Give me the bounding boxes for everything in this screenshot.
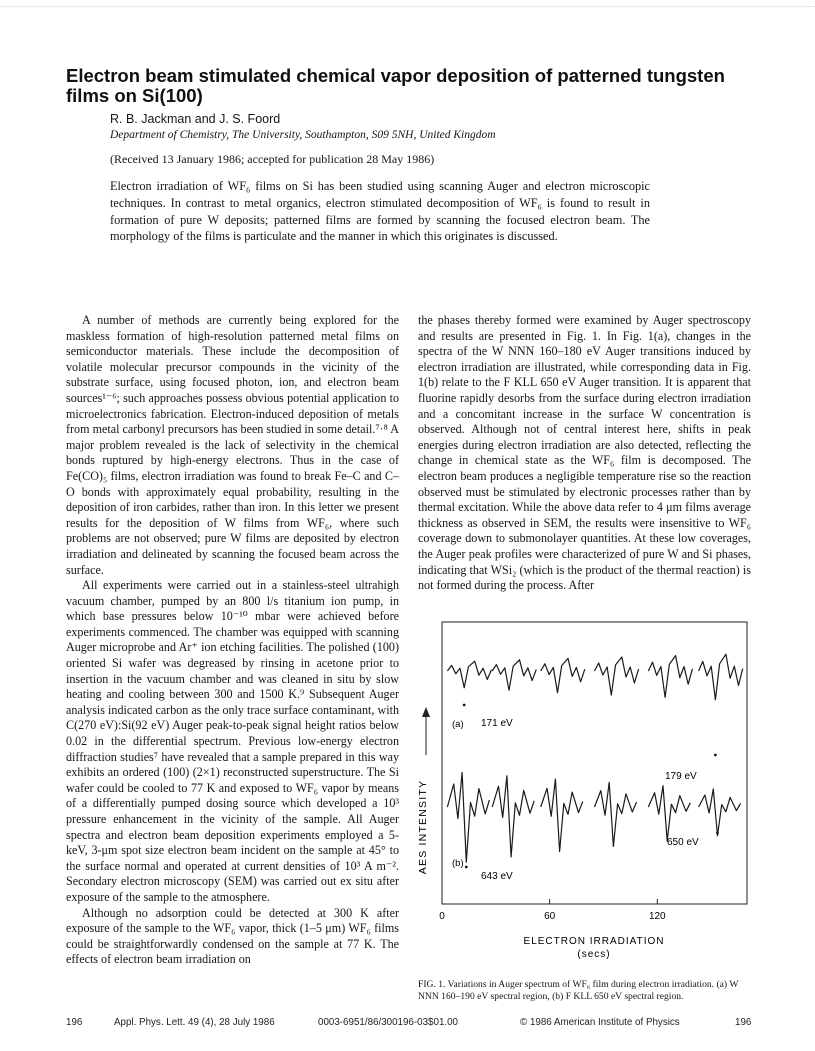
peak-marker	[714, 754, 717, 757]
auger-spectrum-trace	[447, 661, 491, 688]
peak-marker	[465, 866, 468, 869]
x-axis-ticks	[442, 899, 657, 904]
auger-spectrum-trace	[648, 786, 690, 841]
received-dates: (Received 13 January 1986; accepted for publication 28 May 1986)	[110, 152, 435, 166]
peak-marker	[463, 704, 466, 707]
footer-page-number: 196	[66, 1017, 83, 1028]
body-paragraph: the phases thereby formed were examined by Auger spectroscopy and results are presented in Fig. 1. In Fig. 1(a), changes in the spectra of the W NNN 160–180 eV Auger transitions induced by electron irradiation are illustrated, while corresponding data in Fig. 1(b) relate to the F KLL 650 eV Auger transition. It is apparent that fluorine rapidly desorbs from the surface during electron irradiation and a concomitant increase in the surface W concentration is observed. Although not of central interest here, shifts in peak energies during electron irradiation are also detected, reflecting the change in chemical state as the WF₆ film is decomposed. The electron beam produces a negligible temperature rise so the reaction observed must be stimulated by electronic processes rather than by thermal excitation. While the above data refer to 4 μm films average thickness as observed in SEM, the results were insensitive to WF₆ coverage down to submonolayer quantities. At these low coverages, the Auger peak profiles were characterized of pure W and Si phases, indicating that WSi₂ (which is the product of the thermal reaction) is not formed during the process. After	[418, 313, 751, 593]
auger-spectra-chart	[412, 617, 757, 977]
y-axis-label: AES INTENSITY	[417, 779, 429, 875]
auger-spectrum-trace	[541, 658, 585, 692]
body-paragraph: Although no adsorption could be detected at 300 K after exposure of the sample to the WF₆ vapor, thick (1–5 μm) WF₆ films could be straightforwardly condensed on the sample at 77 K. The effects of electron beam irradiation on	[66, 905, 399, 967]
auger-spectrum-trace	[699, 789, 741, 836]
panel-a-label: (a)	[452, 719, 464, 730]
figure-caption: FIG. 1. Variations in Auger spectrum of WF₆ film during electron irradiation. (a) W NNN 160–190 eV spectral region, (b) F KLL 650 eV spectral region.	[418, 979, 739, 1002]
auger-spectrum-trace	[699, 654, 743, 700]
auger-spectrum-trace	[595, 657, 639, 695]
body-right-column	[418, 313, 751, 594]
body-left-column	[66, 313, 399, 968]
annotation-650ev: 650 eV	[667, 837, 699, 848]
article-affiliation: Department of Chemistry, The University, Southampton, S09 5NH, United Kingdom	[110, 129, 496, 141]
article-authors: R. B. Jackman and J. S. Foord	[110, 112, 281, 126]
x-axis-unit: (secs)	[577, 949, 611, 960]
figure-1	[412, 617, 757, 1029]
auger-spectrum-trace	[492, 660, 536, 690]
auger-spectrum-trace	[447, 773, 489, 863]
page-top-rule	[0, 6, 815, 7]
x-tick-label: 0	[439, 911, 445, 922]
annotation-643ev: 643 eV	[481, 871, 513, 882]
peak-marker	[716, 832, 719, 835]
body-paragraph: All experiments were carried out in a stainless-steel ultrahigh vacuum chamber, pumped by an 800 l/s titanium ion pump, in which base pressures below 10⁻¹⁰ mbar were achieved before experiments commenced. The chamber was equipped with scanning Auger microprobe and Ar⁺ ion etching facilities. The polished (100) oriented Si wafer was degreased by rinsing in acetone prior to insertion in the vacuum chamber and was cleaned in situ by slow heating and cooling between 300 and 1500 K.⁹ Subsequent Auger analysis indicated carbon as the only trace surface contaminant, with C(270 eV):Si(92 eV) Auger peak-to-peak signal height ratios below 0.02 in the differential spectrum. Previous low-energy electron diffraction studies⁷ have revealed that a sample prepared in this way exhibits an ordered (100) (2×1) reconstructed superstructure. The Si wafer could be cooled to 77 K and exposed to WF₆ vapor by means of a differentially pumped dosing source which developed a 10³ pressure enhancement in the vicinity of the sample. All Auger spectra and electron beam deposition experiments employed a 5-keV, 3-μm spot size electron beam incident on the sample at 45° to the surface normal and operated at current densities of 10³ A m⁻². Secondary electron microscopy (SEM) was carried out ex situ after exposure of the sample to the atmosphere.	[66, 578, 399, 904]
y-axis-arrow-head	[422, 707, 430, 717]
x-tick-label: 120	[648, 911, 666, 922]
footer-page-number-right: 196	[735, 1017, 752, 1028]
article-title: Electron beam stimulated chemical vapor deposition of patterned tungsten films on Si(100)	[66, 65, 725, 106]
body-paragraph: A number of methods are currently being explored for the maskless formation of high-resolution patterned metal films on semiconductor materials. These include the decomposition of volatile molecular precursor compounds in the vicinity of the substrate surface, using focused photon, ion, and electron beam sources¹⁻⁶; such approaches possess obvious potential application to microelectronics fabrication. Electron-induced deposition of metals from metal carbonyl precursors has been studied in some detail.⁷·⁸ A major problem revealed is the lack of selectivity in the chemical bonds ruptured by high-energy electrons. Thus in the case of Fe(CO)₅ films, electron irradiation was found to break Fe–C and C–O bonds with approximately equal probability, resulting in the deposition of iron carbides, rather than iron. In this letter we present results for the deposition of W films from WF₆, where such problems are not observed; pure W films are deposited by electron irradiation and delineated by scanning the focused beam across the surface.	[66, 313, 399, 577]
auger-spectrum-trace	[492, 776, 534, 857]
footer-article-code: 0003-6951/86/300196-03$01.00	[318, 1017, 459, 1028]
x-tick-label: 60	[544, 911, 556, 922]
auger-spectrum-trace	[648, 656, 692, 698]
page-footer	[0, 1017, 815, 1033]
auger-spectrum-trace	[595, 782, 637, 846]
annotation-171ev: 171 eV	[481, 718, 513, 729]
footer-journal: Appl. Phys. Lett. 49 (4), 28 July 1986	[114, 1017, 275, 1028]
x-axis-label: ELECTRON IRRADIATION	[523, 936, 665, 947]
panel-b-label: (b)	[452, 858, 464, 869]
auger-spectrum-trace	[541, 779, 583, 852]
footer-copyright: © 1986 American Institute of Physics	[520, 1017, 680, 1028]
annotation-179ev: 179 eV	[665, 771, 697, 782]
article-abstract: Electron irradiation of WF₆ films on Si has been studied using scanning Auger and electron microscopic techniques. In contrast to metal organics, electron stimulated decomposition of WF₆ is found to result in formation of pure W deposits; patterned films are formed by scanning the focused electron beam. The morphology of the films is particulate and the manner in which this originates is discussed.	[110, 179, 650, 244]
